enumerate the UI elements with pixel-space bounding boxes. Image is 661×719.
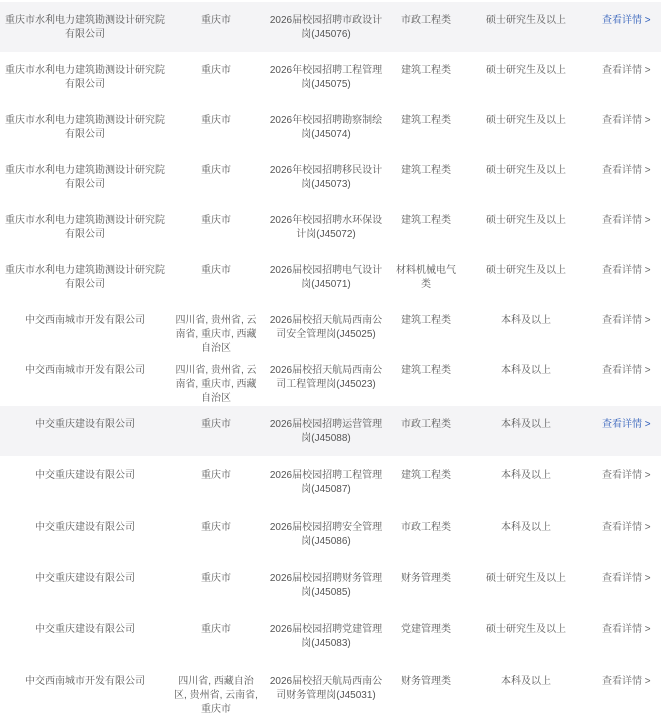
degree-cell: 本科及以上 (501, 315, 551, 326)
degree-cell: 硕士研究生及以上 (486, 624, 566, 635)
location-cell: 重庆市 (201, 573, 231, 584)
degree-cell: 硕士研究生及以上 (486, 573, 566, 584)
view-details-link[interactable]: 查看详情 > (602, 315, 651, 326)
degree-cell: 本科及以上 (501, 365, 551, 376)
major-cell: 建筑工程类 (401, 115, 451, 126)
location-cell: 重庆市 (201, 15, 231, 26)
degree-cell: 本科及以上 (501, 676, 551, 687)
table-row (0, 214, 661, 242)
location-cell: 重庆市 (201, 522, 231, 533)
location-cell: 重庆市 (201, 215, 231, 226)
location-cell: 重庆市 (201, 470, 231, 481)
company-cell: 重庆市水利电力建筑勘测设计研究院有限公司 (5, 265, 165, 290)
company-cell: 中交重庆建设有限公司 (35, 573, 135, 584)
major-cell: 材料机械电气类 (396, 265, 456, 290)
table-row (0, 164, 661, 192)
company-cell: 中交西南城市开发有限公司 (25, 315, 145, 326)
position-cell: 2026年校园招聘水环保设计岗(J45072) (269, 215, 383, 240)
degree-cell: 本科及以上 (501, 419, 551, 430)
position-cell: 2026届校招天航局西南公司财务管理岗(J45031) (269, 676, 383, 701)
position-cell: 2026届校园招聘市政设计岗(J45076) (269, 15, 383, 40)
location-cell: 重庆市 (201, 624, 231, 635)
view-details-link[interactable]: 查看详情 > (602, 676, 651, 687)
position-cell: 2026届校园招聘工程管理岗(J45087) (269, 470, 383, 495)
table-row (0, 314, 661, 356)
major-cell: 建筑工程类 (401, 470, 451, 481)
view-details-link[interactable]: 查看详情 > (602, 573, 651, 584)
major-cell: 市政工程类 (401, 15, 451, 26)
location-cell: 重庆市 (201, 265, 231, 276)
major-cell: 建筑工程类 (401, 165, 451, 176)
company-cell: 重庆市水利电力建筑勘测设计研究院有限公司 (5, 15, 165, 40)
table-row (0, 64, 661, 92)
location-cell: 四川省, 贵州省, 云南省, 重庆市, 西藏自治区 (175, 315, 257, 354)
view-details-link[interactable]: 查看详情 > (602, 365, 651, 376)
major-cell: 建筑工程类 (401, 65, 451, 76)
view-details-link[interactable]: 查看详情 > (602, 215, 651, 226)
degree-cell: 本科及以上 (501, 470, 551, 481)
table-row (0, 623, 661, 651)
position-cell: 2026届校园招聘财务管理岗(J45085) (269, 573, 383, 598)
location-cell: 四川省, 贵州省, 云南省, 重庆市, 西藏自治区 (175, 365, 257, 404)
company-cell: 重庆市水利电力建筑勘测设计研究院有限公司 (5, 215, 165, 240)
company-cell: 中交重庆建设有限公司 (35, 470, 135, 481)
view-details-link[interactable]: 查看详情 > (602, 419, 651, 430)
major-cell: 市政工程类 (401, 419, 451, 430)
degree-cell: 硕士研究生及以上 (486, 65, 566, 76)
position-cell: 2026届校招天航局西南公司安全管理岗(J45025) (269, 315, 383, 340)
table-row (0, 469, 661, 497)
major-cell: 党建管理类 (401, 624, 451, 635)
table-row (0, 364, 661, 406)
company-cell: 重庆市水利电力建筑勘测设计研究院有限公司 (5, 65, 165, 90)
view-details-link[interactable]: 查看详情 > (602, 165, 651, 176)
view-details-link[interactable]: 查看详情 > (602, 15, 651, 26)
degree-cell: 硕士研究生及以上 (486, 15, 566, 26)
view-details-link[interactable]: 查看详情 > (602, 624, 651, 635)
location-cell: 四川省, 西藏自治区, 贵州省, 云南省, 重庆市 (174, 676, 258, 715)
position-cell: 2026届校招天航局西南公司工程管理岗(J45023) (269, 365, 383, 390)
view-details-link[interactable]: 查看详情 > (602, 522, 651, 533)
position-cell: 2026届校园招聘安全管理岗(J45086) (269, 522, 383, 547)
view-details-link[interactable]: 查看详情 > (602, 265, 651, 276)
company-cell: 中交西南城市开发有限公司 (25, 365, 145, 376)
view-details-link[interactable]: 查看详情 > (602, 470, 651, 481)
degree-cell: 硕士研究生及以上 (486, 215, 566, 226)
location-cell: 重庆市 (201, 165, 231, 176)
company-cell: 中交重庆建设有限公司 (35, 624, 135, 635)
view-details-link[interactable]: 查看详情 > (602, 115, 651, 126)
table-row (0, 114, 661, 142)
position-cell: 2026年校园招聘移民设计岗(J45073) (269, 165, 383, 190)
position-cell: 2026年校园招聘勘察制绘岗(J45074) (269, 115, 383, 140)
major-cell: 市政工程类 (401, 522, 451, 533)
major-cell: 建筑工程类 (401, 365, 451, 376)
table-row (0, 2, 661, 52)
degree-cell: 本科及以上 (501, 522, 551, 533)
company-cell: 中交重庆建设有限公司 (35, 522, 135, 533)
location-cell: 重庆市 (201, 115, 231, 126)
major-cell: 财务管理类 (401, 676, 451, 687)
position-cell: 2026届校园招聘运营管理岗(J45088) (269, 419, 383, 444)
table-row (0, 264, 661, 292)
major-cell: 建筑工程类 (401, 315, 451, 326)
major-cell: 财务管理类 (401, 573, 451, 584)
table-row (0, 406, 661, 456)
company-cell: 中交西南城市开发有限公司 (25, 676, 145, 687)
table-row (0, 675, 661, 717)
view-details-link[interactable]: 查看详情 > (602, 65, 651, 76)
degree-cell: 硕士研究生及以上 (486, 265, 566, 276)
table-row (0, 572, 661, 600)
location-cell: 重庆市 (201, 65, 231, 76)
company-cell: 重庆市水利电力建筑勘测设计研究院有限公司 (5, 165, 165, 190)
location-cell: 重庆市 (201, 419, 231, 430)
position-cell: 2026年校园招聘工程管理岗(J45075) (269, 65, 383, 90)
major-cell: 建筑工程类 (401, 215, 451, 226)
degree-cell: 硕士研究生及以上 (486, 115, 566, 126)
company-cell: 重庆市水利电力建筑勘测设计研究院有限公司 (5, 115, 165, 140)
company-cell: 中交重庆建设有限公司 (35, 419, 135, 430)
table-row (0, 521, 661, 549)
degree-cell: 硕士研究生及以上 (486, 165, 566, 176)
position-cell: 2026届校园招聘电气设计岗(J45071) (269, 265, 383, 290)
position-cell: 2026届校园招聘党建管理岗(J45083) (269, 624, 383, 649)
